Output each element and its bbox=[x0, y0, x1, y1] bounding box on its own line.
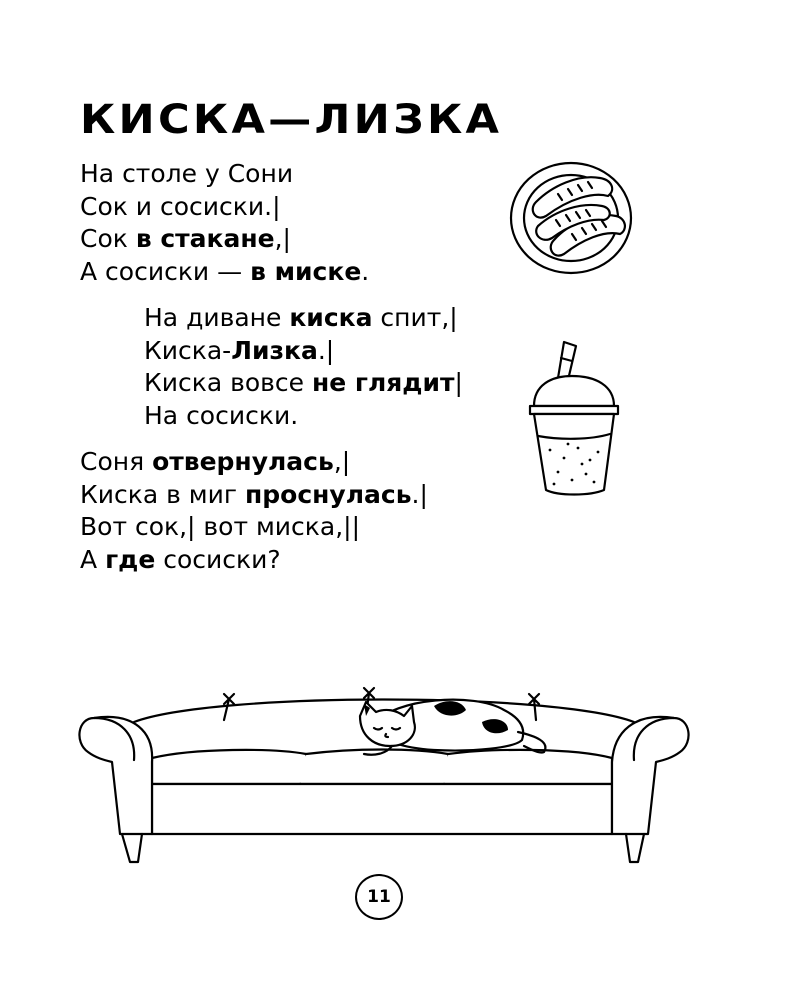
sofa-with-sleeping-cat-illustration bbox=[74, 662, 694, 872]
poem-line bbox=[80, 479, 428, 512]
poem-text: ,| bbox=[333, 447, 351, 476]
poem-text: На столе у Сони bbox=[80, 159, 294, 188]
poem-line bbox=[80, 158, 369, 191]
poem-text: Киска- bbox=[144, 335, 232, 365]
poem-line bbox=[80, 511, 428, 544]
poem-text-bold: проснулась bbox=[244, 479, 412, 509]
poem-text: На диване bbox=[144, 303, 290, 332]
poem-text: ,| bbox=[274, 224, 291, 253]
poem-text-bold: где bbox=[105, 544, 156, 574]
poem-text: спит,| bbox=[372, 303, 458, 332]
poem-line bbox=[80, 544, 428, 577]
poem-text: .| bbox=[317, 335, 335, 365]
poem-text: А сосиски — bbox=[80, 256, 251, 286]
poem-text: Вот сок,| вот миска,|| bbox=[80, 512, 361, 541]
stanza-1 bbox=[80, 158, 369, 288]
plate-with-sausages-illustration bbox=[508, 160, 634, 276]
poem-text: Киска вовсе bbox=[144, 368, 312, 397]
poem-line bbox=[144, 302, 463, 335]
page-number: 11 bbox=[355, 874, 403, 920]
poem-text: Соня bbox=[80, 447, 153, 476]
poem-text-bold: отвернулась bbox=[152, 447, 334, 476]
poem-text: сосиски? bbox=[155, 544, 281, 574]
poem-text: Киска в миг bbox=[80, 479, 245, 509]
poem-text-bold: не глядит bbox=[311, 368, 455, 397]
poem-text: На сосиски. bbox=[144, 400, 299, 430]
poem-line bbox=[144, 335, 463, 368]
poem-text: . bbox=[361, 256, 370, 286]
poem-line bbox=[80, 446, 428, 479]
poem-text-bold: в миске bbox=[250, 256, 362, 286]
poem-text: А bbox=[80, 544, 106, 574]
poem-line bbox=[80, 223, 369, 256]
stanza-2 bbox=[144, 302, 463, 432]
poem-title: КИСКА—ЛИЗКА bbox=[80, 97, 503, 143]
stanza-3 bbox=[80, 446, 428, 576]
poem-text-bold: киска bbox=[289, 303, 373, 332]
poem-text-bold: Лизка bbox=[231, 335, 318, 365]
poem-line bbox=[144, 400, 463, 433]
poem-line bbox=[80, 256, 369, 289]
poem-text: | bbox=[454, 368, 463, 397]
poem-text: Сок bbox=[80, 224, 136, 253]
poem-text: .| bbox=[411, 479, 428, 509]
poem-text-bold: в стакане bbox=[135, 224, 275, 253]
juice-cup-with-straw-illustration bbox=[520, 340, 630, 500]
poem-line bbox=[80, 191, 369, 224]
poem-text: Сок и сосиски.| bbox=[80, 191, 281, 221]
poem-line bbox=[144, 367, 463, 400]
